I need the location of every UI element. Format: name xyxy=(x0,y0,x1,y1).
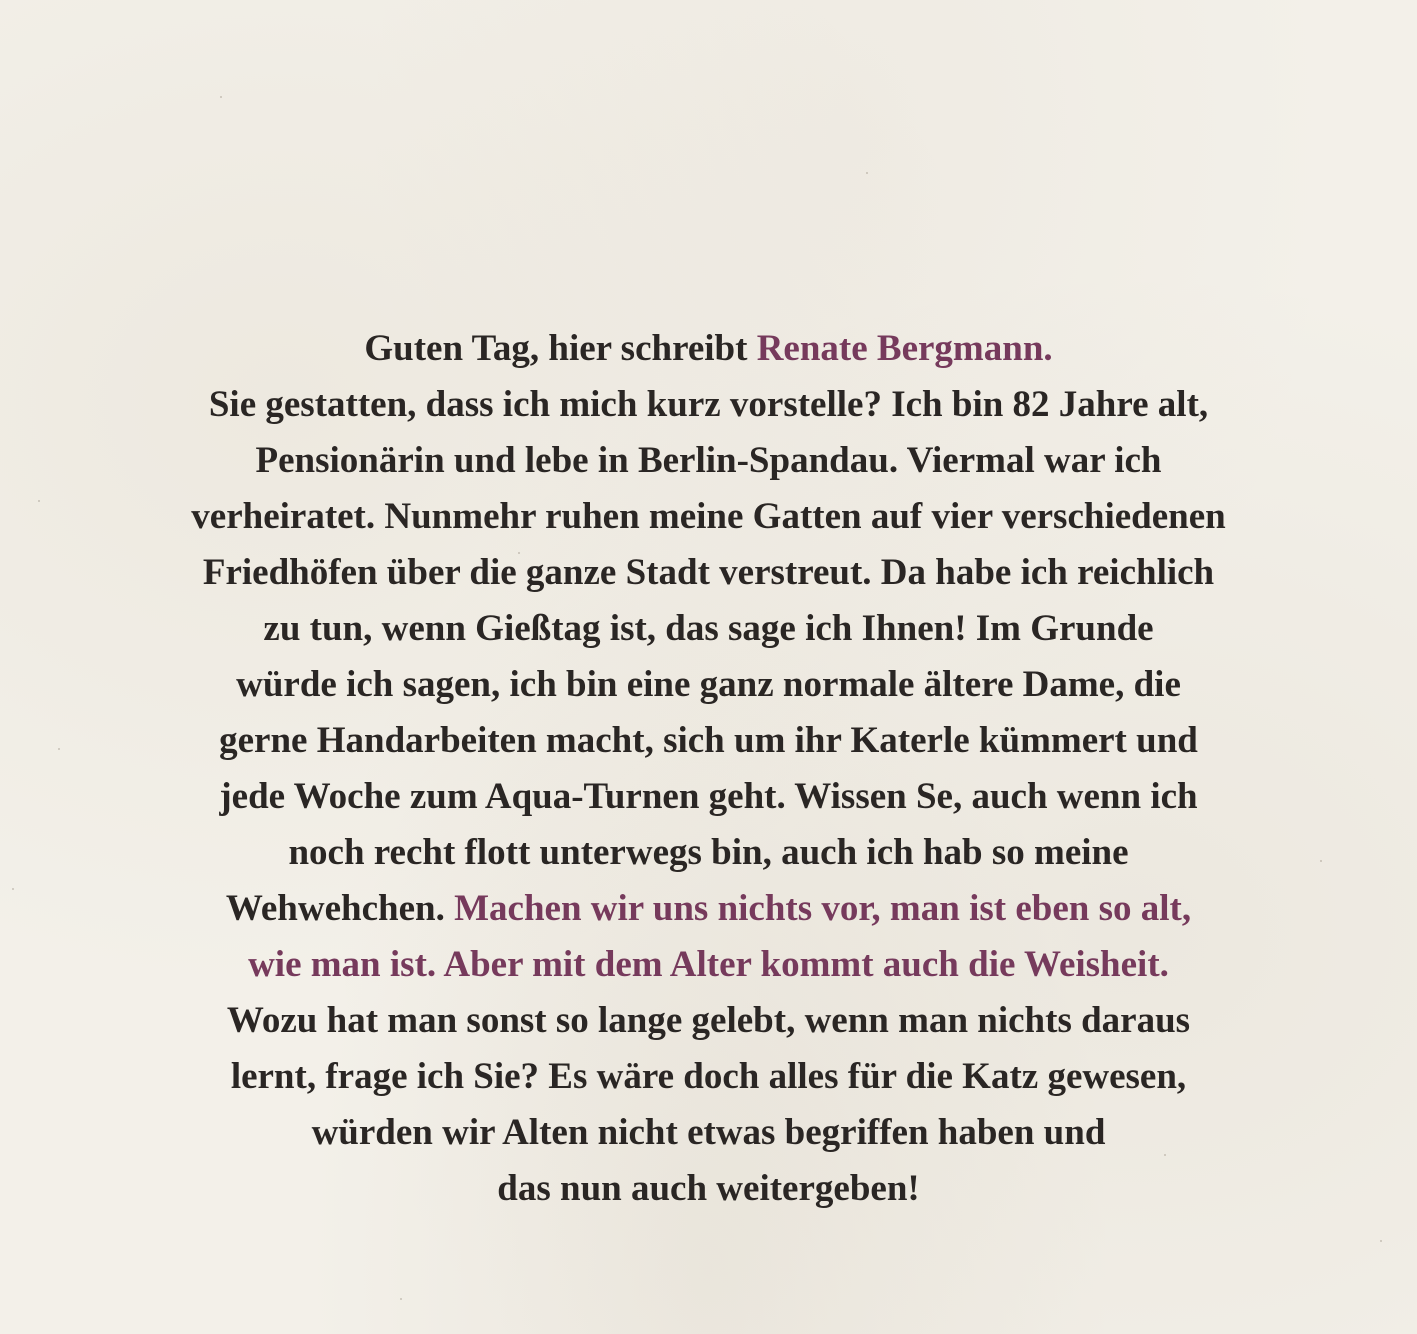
text-line xyxy=(0,433,1417,489)
text-segment: würde ich sagen, ich bin eine ganz normale ältere Dame, die xyxy=(236,664,1181,705)
text-line xyxy=(0,713,1417,769)
text-line xyxy=(0,937,1417,993)
paper-speck xyxy=(1380,1240,1382,1242)
paper-speck xyxy=(220,96,222,98)
text-segment: verheiratet. Nunmehr ruhen meine Gatten auf vier verschiedenen xyxy=(191,496,1226,537)
introduction-text xyxy=(0,321,1417,1217)
text-segment: zu tun, wenn Gießtag ist, das sage ich Ihnen! Im Grunde xyxy=(263,608,1154,649)
text-line xyxy=(0,321,1417,377)
text-segment: jede Woche zum Aqua-Turnen geht. Wissen Se, auch wenn ich xyxy=(219,776,1198,817)
text-line xyxy=(0,769,1417,825)
text-segment: Pensionärin und lebe in Berlin-Spandau. Viermal war ich xyxy=(255,440,1162,481)
text-line xyxy=(0,993,1417,1049)
text-segment: Guten Tag, hier schreibt xyxy=(364,328,757,369)
text-segment: gerne Handarbeiten macht, sich um ihr Katerle kümmert und xyxy=(219,720,1198,761)
highlighted-text: wie man ist. Aber mit dem Alter kommt auch die Weisheit. xyxy=(248,944,1169,985)
text-line xyxy=(0,657,1417,713)
text-segment: würden wir Alten nicht etwas begriffen haben und xyxy=(311,1112,1106,1153)
text-line xyxy=(0,1161,1417,1217)
highlighted-text: Machen wir uns nichts vor, man ist eben so alt, xyxy=(454,888,1192,929)
text-line xyxy=(0,1105,1417,1161)
text-segment: lernt, frage ich Sie? Es wäre doch alles für die Katz gewesen, xyxy=(230,1056,1187,1097)
text-segment: Friedhöfen über die ganze Stadt verstreut. Da habe ich reichlich xyxy=(202,552,1215,593)
paper-speck xyxy=(866,172,868,174)
text-segment: Wozu hat man sonst so lange gelebt, wenn man nichts daraus xyxy=(226,1000,1191,1041)
text-segment: Sie gestatten, dass ich mich kurz vorstelle? Ich bin 82 Jahre alt, xyxy=(208,384,1209,425)
text-segment: noch recht flott unterwegs bin, auch ich hab so meine xyxy=(288,832,1129,873)
text-segment: das nun auch weitergeben! xyxy=(497,1168,920,1209)
paper-speck xyxy=(400,1298,402,1300)
text-line xyxy=(0,881,1417,937)
text-segment: Wehwehchen. xyxy=(225,888,455,929)
text-line xyxy=(0,377,1417,433)
highlighted-text: Renate Bergmann. xyxy=(756,328,1053,369)
text-line xyxy=(0,601,1417,657)
text-line xyxy=(0,825,1417,881)
text-line xyxy=(0,545,1417,601)
text-line xyxy=(0,1049,1417,1105)
text-line xyxy=(0,489,1417,545)
